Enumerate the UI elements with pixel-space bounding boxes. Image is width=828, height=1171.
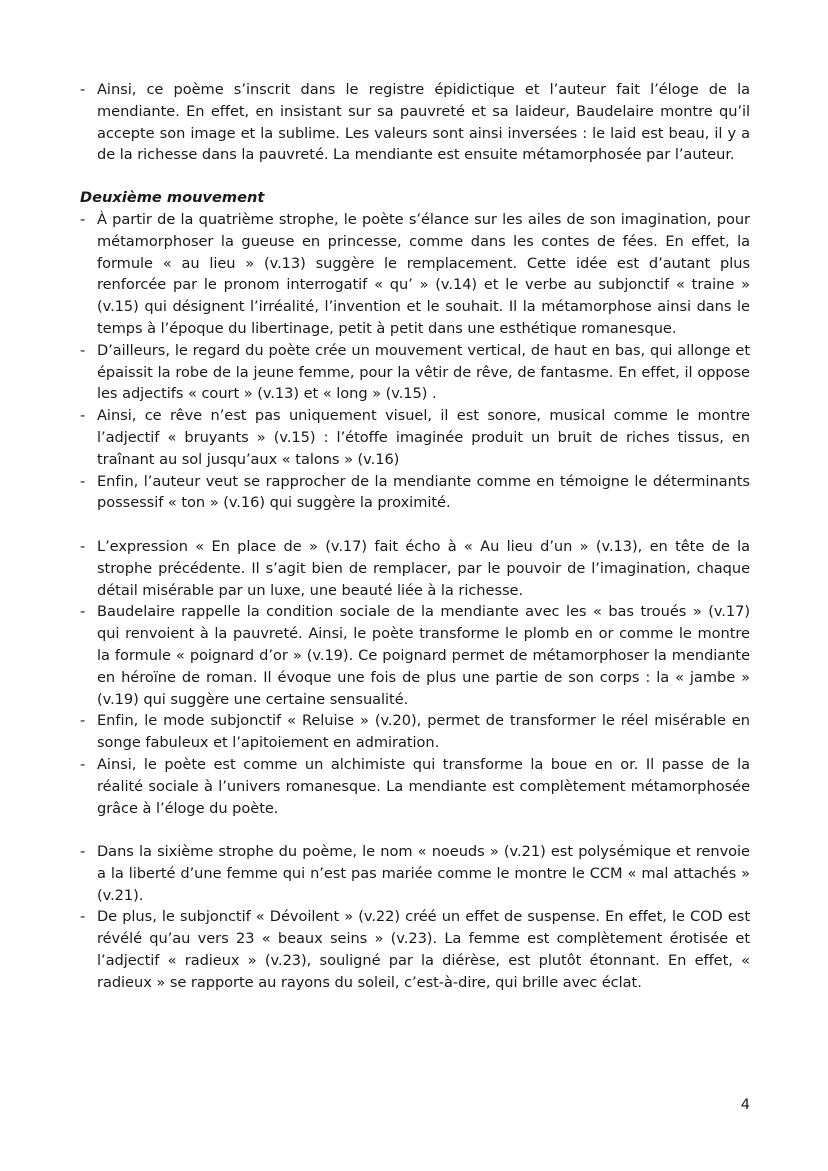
bullet-dash: - [80,81,86,98]
paragraph-gap [80,819,750,841]
paragraph-text: Dans la sixième strophe du poème, le nom « noeuds » (v.21) est polysémique et renvoie a la liberté d’une femme qui n’est pas mariée comme le montre le CCM « mal attachés » (v.21). [97,843,750,904]
paragraph-text: D’ailleurs, le regard du poète crée un mouvement vertical, de haut en bas, qui allonge et épaissit la robe de la jeune femme, pour la vêtir de rêve, de fantasme. En effet, il oppose les adjectifs « court » (v.13) et « long » (v.15) . [97,341,750,403]
paragraph-text: Ainsi, ce poème s’inscrit dans le registre épidictique et l’auteur fait l’éloge de la mendiante. En effet, en insistant sur sa pauvreté et sa laideur, Baudelaire montre qu’il accepte son image et la sublime. Les valeurs sont ainsi inversées : le laid est beau, il y a de la richesse dans la pauvreté. La mendiante est ensuite métamorphosée par l’auteur. [97,81,750,164]
list-item [80,754,750,819]
paragraph-text: De plus, le subjonctif « Dévoilent » (v.22) créé un effet de suspense. En effet, le COD est révélé qu’au vers 23 « beaux seins » (v.23). La femme est complètement érotisée et l’adjectif « radieux » (v.23), souligné par la diérèse, est plutôt étonnant. En effet, « radieux » se rapporte au rayons du soleil, c’est-à-dire, qui brille avec éclat. [97,908,750,991]
list-item [80,340,750,405]
bullet-dash: - [80,603,86,621]
bullet-dash: - [80,537,86,555]
bullet-dash: - [80,407,86,425]
paragraph-text: L’expression « En place de » (v.17) fait écho à « Au lieu d’un » (v.13), en tête de la strophe précédente. Il s’agit bien de remplacer, par le pouvoir de l’imagination, chaque détail misérable par un luxe, une beauté liée à la richesse. [97,537,750,599]
list-item [80,79,750,166]
list-item [80,471,750,515]
paragraph-text: Enfin, le mode subjonctif « Reluise » (v.20), permet de transformer le réel misérable en songe fabuleux et l’apitoiement en admiration. [97,712,750,752]
paragraph-text: À partir de la quatrième strophe, le poète s’élance sur les ailes de son imagination, pour métamorphoser la gueuse en princesse, comme dans les contes de fées. En effet, la formule « au lieu » (v.13) suggère le remplacement. Cette idée est d’autant plus renforcée par le pronom interrogatif « qu’ » (v.14) et le verbe au subjonctif « traine » (v.15) qui désignent l’irréalité, l’invention et le souhait. Il la métamorphose ainsi dans le temps à l’époque du libertinage, petit à petit dans une esthétique romanesque. [97,210,750,337]
list-item [80,841,750,906]
paragraph-text: Ainsi, ce rêve n’est pas uniquement visuel, il est sonore, musical comme le montre l’adjectif « bruyants » (v.15) : l’étoffe imaginée produit un bruit de riches tissus, en traînant au sol jusqu’aux « talons » (v.16) [97,407,750,468]
document-body [80,79,750,994]
list-item [80,601,750,710]
bullet-dash: - [80,843,86,861]
bullet-dash: - [80,341,86,359]
list-item [80,536,750,601]
paragraph-gap [80,514,750,536]
bullet-dash: - [80,210,86,228]
paragraph-text: Ainsi, le poète est comme un alchimiste qui transforme la boue en or. Il passe de la réalité sociale à l’univers romanesque. La mendiante est complètement métamorphosée grâce à l’éloge du poète. [97,755,750,817]
list-item [80,710,750,754]
paragraph-text: Enfin, l’auteur veut se rapprocher de la mendiante comme en témoigne le déterminants possessif « ton » (v.16) qui suggère la proximité. [97,472,750,512]
bullet-dash: - [80,472,86,490]
bullet-dash: - [80,908,86,926]
bullet-dash: - [80,755,86,773]
paragraph-text: Baudelaire rappelle la condition sociale de la mendiante avec les « bas troués » (v.17) qui renvoient à la pauvreté. Ainsi, le poète transforme le plomb en or comme le montre la formule « poignard d’or » (v.19). Ce poignard permet de métamorphoser la mendiante en héroïne de roman. Il évoque une fois de plus une partie de son corps : la « jambe » (v.19) qui suggère une certaine sensualité. [97,603,750,708]
list-item [80,906,750,993]
list-item [80,405,750,470]
section-heading: Deuxième mouvement [80,189,265,207]
bullet-dash: - [80,712,86,730]
list-item [80,209,750,340]
page-number: 4 [740,1096,750,1113]
